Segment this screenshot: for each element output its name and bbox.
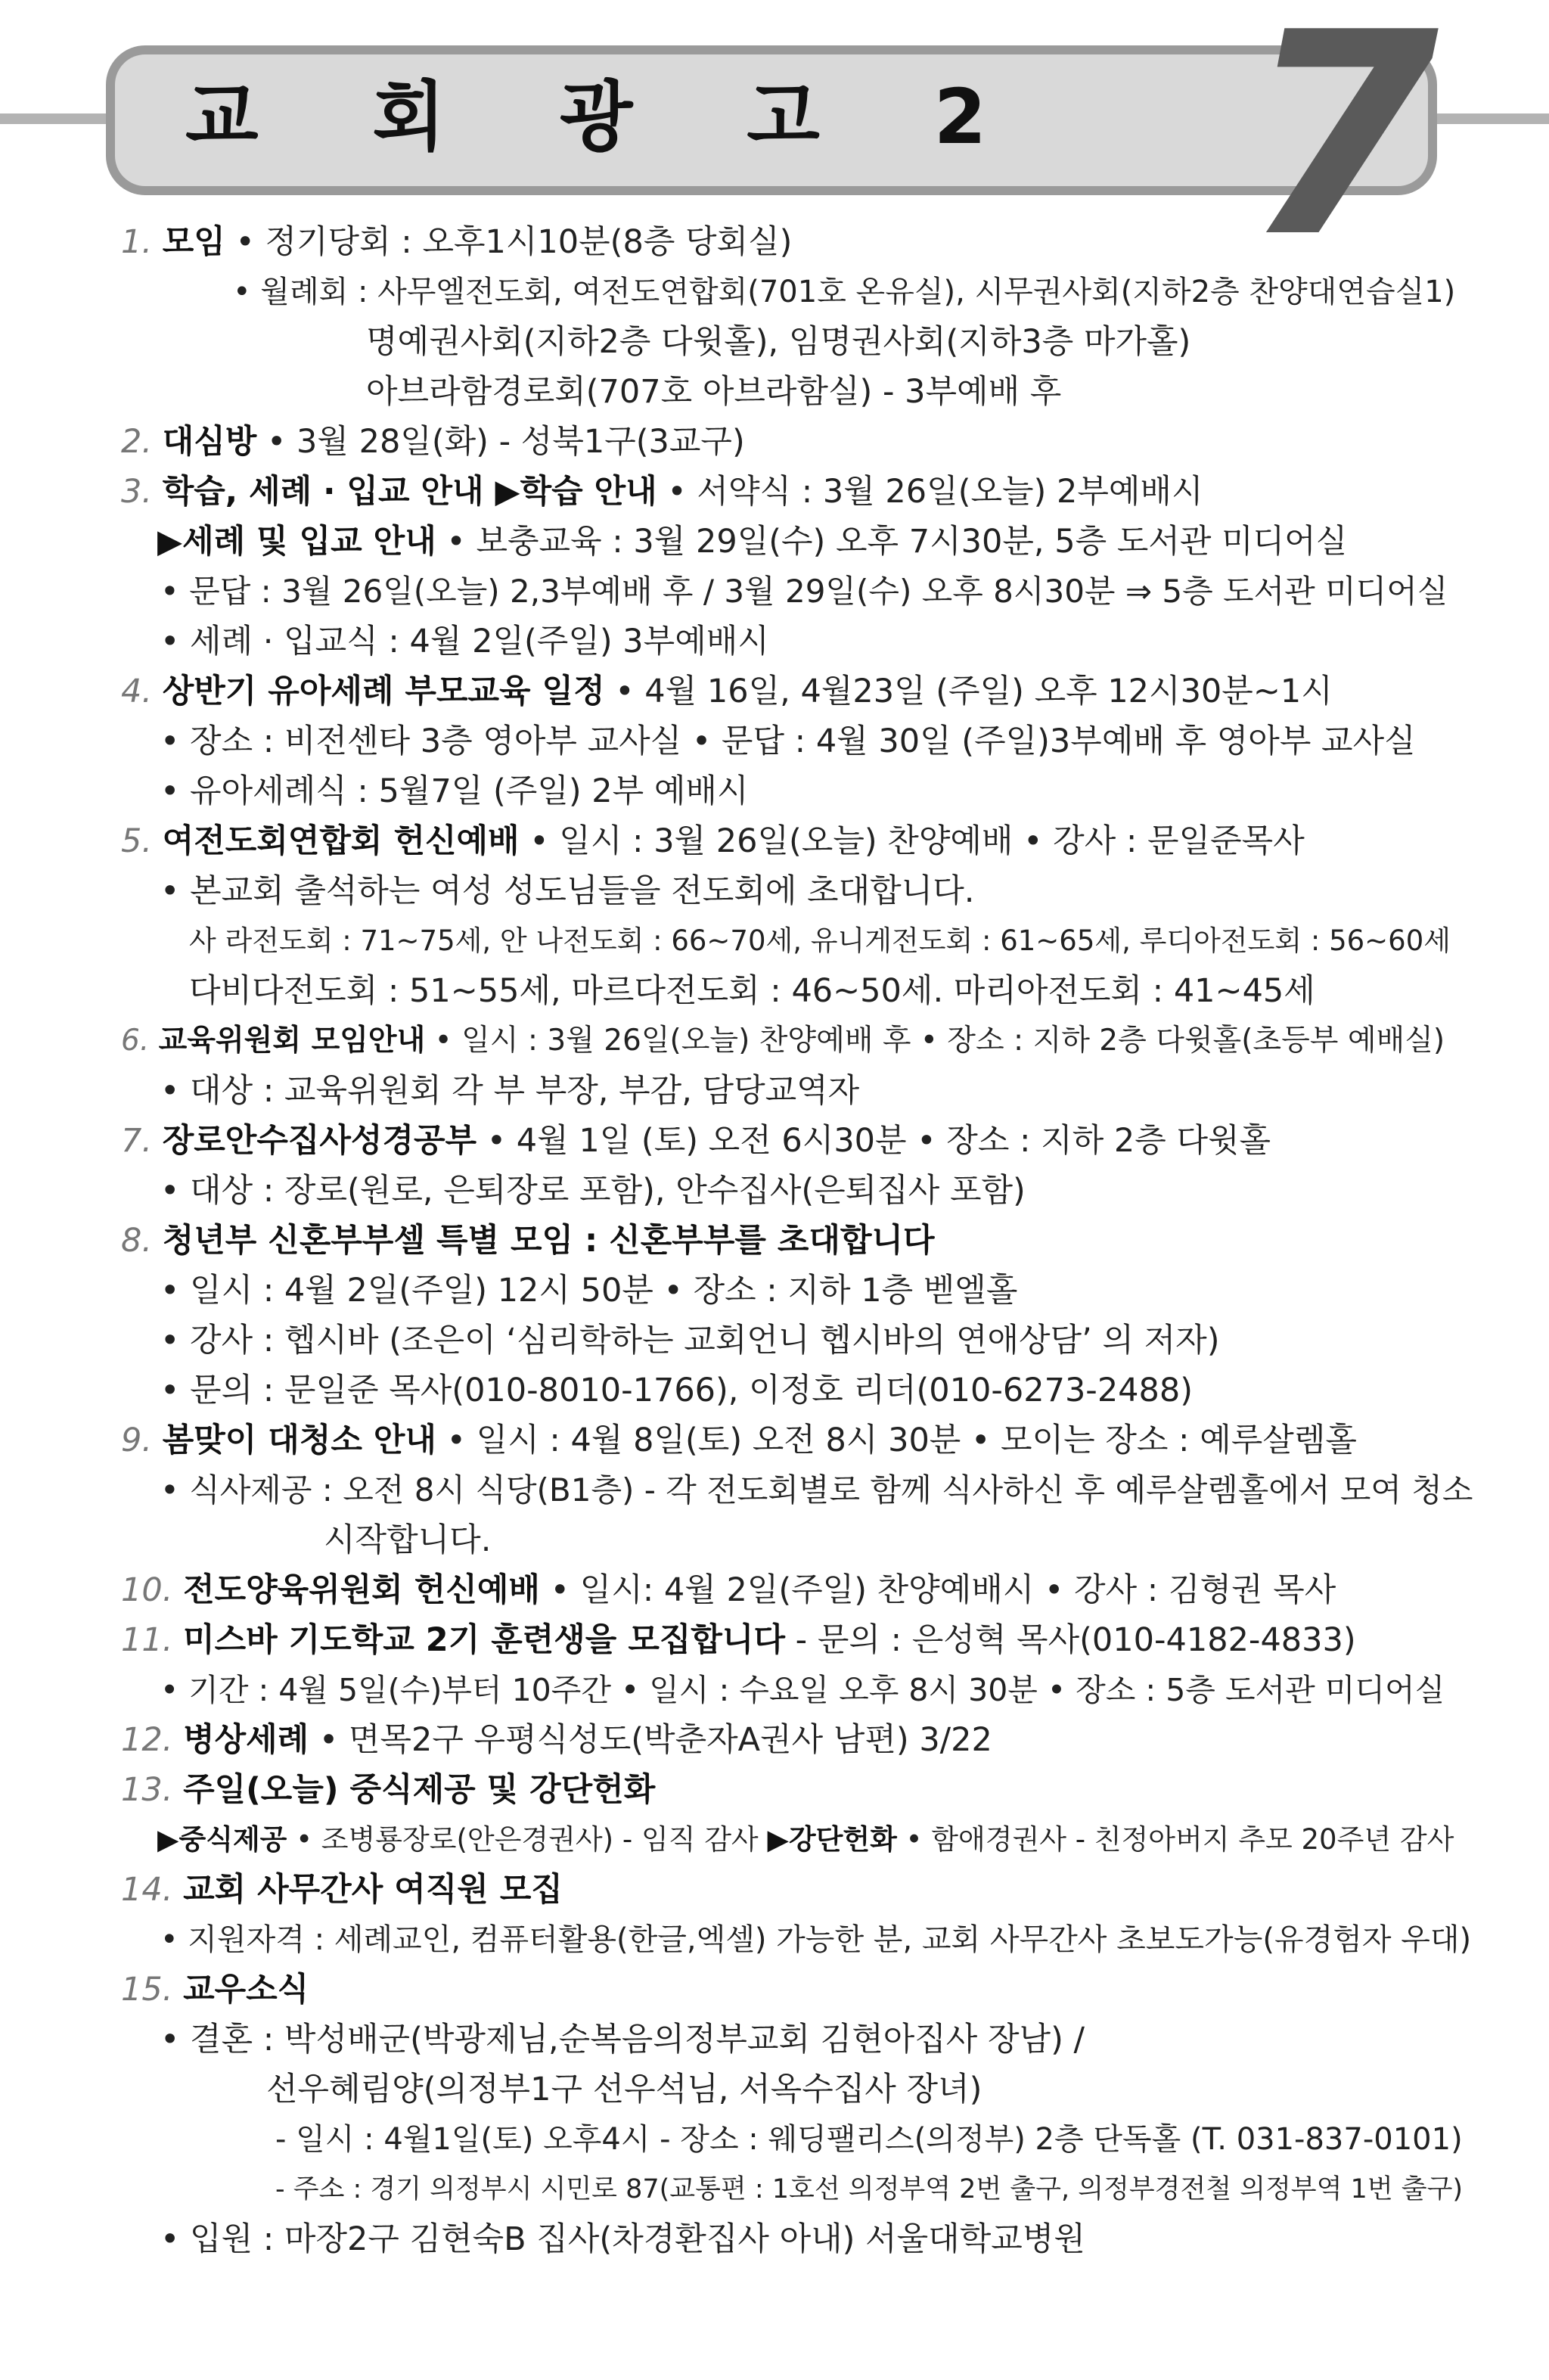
item-heading: 학습, 세례 · 입교 안내 [162,473,484,511]
announcement-line [160,569,1448,614]
item-heading: 주일(오늘) 중식제공 및 강단헌화 [183,1771,656,1809]
announcement-line [160,1168,1026,1213]
announcement-line [189,968,1315,1014]
announcement-line [275,2117,1463,2162]
announcement-line [121,1568,1336,1613]
item-text: • 3월 28일(화) - 성북1구(3교구) [256,423,745,461]
announcement-line [121,1867,563,1912]
item-text: • 본교회 출석하는 여성 성도님들을 전도회에 초대합니다. [160,872,975,910]
item-text: • 입원 : 마장2구 김현숙B 집사(차경환집사 아내) 서울대학교병원 [160,2220,1085,2258]
announcement-line [121,1018,1445,1064]
announcement-line [121,1717,992,1763]
item-text: - 문의 : 은성혁 목사(010-4182-4833) [785,1621,1356,1659]
announcement-line [160,868,974,914]
item-heading: 청년부 신혼부부셀 특별 모임 : 신혼부부를 초대합니다 [162,1222,935,1260]
announcement-line [121,219,792,265]
item-text: • 기간 : 4월 5일(수)부터 10주간 • 일시 : 수요일 오후 8시 30분 • 장소 : 5층 도서관 미디어실 [160,1672,1445,1708]
item-number: 2. [121,423,153,461]
announcement-line [266,2067,982,2112]
item-heading: 모임 [162,223,225,261]
item-number: 6. [121,1024,150,1058]
item-text: • 4월 16일, 4월23일 (주일) 오후 12시30분~1시 [604,673,1333,710]
item-text: • 조병룡장로(안은경권사) - 임직 감사 [287,1823,768,1856]
item-heading: 교회 사무간사 여직원 모집 [183,1871,563,1909]
item-number: 8. [121,1222,153,1260]
announcement-line [160,1917,1471,1962]
item-number: 11. [121,1621,173,1659]
item-heading: 병상세례 [183,1721,309,1759]
announcement-line [189,918,1451,964]
announcement-line [160,1468,1473,1513]
item-heading: 교육위원회 모임안내 [158,1024,426,1058]
item-subheading: ▶학습 안내 [483,473,657,511]
announcement-line [121,469,1203,514]
item-number: 13. [121,1771,173,1809]
item-number: 4. [121,673,153,710]
page-title: 교 회 광 고 2 [185,73,1031,161]
item-text: • 월례회 : 사무엘전도회, 여전도연합회(701호 온유실), 시무권사회(지하2층 찬양대연습실1) [233,275,1456,309]
item-text: • 대상 : 장로(원로, 은퇴장로 포함), 안수집사(은퇴집사 포함) [160,1172,1026,1210]
item-text: • 세례 · 입교식 : 4월 2일(주일) 3부예배시 [160,623,769,660]
item-text: • 지원자격 : 세례교인, 컴퓨터활용(한글,엑셀) 가능한 분, 교회 사무간사 초보도가능(유경험자 우대) [160,1922,1472,1957]
item-text: • 정기당회 : 오후1시10분(8층 당회실) [225,223,793,261]
announcement-line [160,719,1416,764]
item-text: 아브라함경로회(707호 아브라함실) - 3부예배 후 [366,373,1062,411]
announcement-line [121,1218,935,1263]
item-text: • 문의 : 문일준 목사(010-8010-1766), 이정호 리더(010-6273-2488) [160,1372,1194,1409]
announcement-line [121,1617,1356,1663]
item-heading: 상반기 유아세례 부모교육 일정 [162,673,605,710]
item-text: - 일시 : 4월1일(토) 오후4시 - 장소 : 웨딩팰리스(의정부) 2층 단독홀 (T. 031-837-0101) [275,2122,1463,2157]
item-heading: 대심방 [162,423,257,461]
announcement-line [121,1118,1271,1164]
item-text: • 일시 : 4월 2일(주일) 12시 50분 • 장소 : 지하 1층 벧엘홀 [160,1272,1018,1310]
item-text: • 대상 : 교육위원회 각 부 부장, 부감, 담당교역자 [160,1072,860,1110]
item-number: 3. [121,473,153,511]
item-text: • 4월 1일 (토) 오전 6시30분 • 장소 : 지하 2층 다윗홀 [476,1122,1271,1160]
item-heading: ▶세례 및 입교 안내 [157,523,436,561]
item-number: 12. [121,1721,173,1759]
item-text: • 강사 : 헵시바 (조은이 ‘심리학하는 교회언니 헵시바의 연애상담’ 의 저자) [160,1322,1220,1359]
item-heading: 전도양육위원회 헌신예배 [183,1571,540,1609]
announcement-line [324,1518,491,1563]
item-text: - 주소 : 경기 의정부시 시민로 87(교통편 : 1호선 의정부역 2번 출구, 의정부경전철 의정부역 1번 출구) [275,2174,1464,2204]
announcement-line [275,2167,1463,2212]
announcement-line [160,1068,859,1114]
announcement-line [121,1767,655,1813]
item-heading: 여전도회연합회 헌신예배 [162,822,520,860]
announcement-line [160,2017,1085,2062]
item-text: • 장소 : 비전센타 3층 영아부 교사실 • 문답 : 4월 30일 (주일)3부예배 후 영아부 교사실 [160,722,1416,760]
announcement-line [121,669,1333,714]
item-number: 5. [121,822,153,860]
item-number: 14. [121,1871,173,1909]
item-text: 시작합니다. [324,1521,492,1559]
item-heading: 미스바 기도학교 2기 훈련생을 모집합니다 [183,1621,786,1659]
announcement-line [160,619,769,664]
item-number: 9. [121,1421,153,1459]
item-heading: ▶중식제공 [157,1823,287,1856]
item-text: • 일시 : 4월 8일(토) 오전 8시 30분 • 모이는 장소 : 예루살렘홀 [436,1421,1357,1459]
item-text: • 문답 : 3월 26일(오늘) 2,3부예배 후 / 3월 29일(수) 오후 8시30분 ⇒ 5층 도서관 미디어실 [160,573,1448,610]
announcement-line [157,519,1347,564]
item-number: 1. [121,223,153,261]
item-heading: 봄맞이 대청소 안내 [162,1421,436,1459]
announcement-line [160,1318,1220,1363]
item-text: • 결혼 : 박성배군(박광제님,순복음의정부교회 김현아집사 장남) / [160,2021,1085,2058]
page-number: 7 [1244,0,1439,299]
item-number: 15. [121,1971,173,2009]
item-text: • 일시 : 3월 26일(오늘) 찬양예배 후 • 장소 : 지하 2층 다윗홀(초등부 예배실) [425,1024,1445,1058]
announcement-line [366,319,1190,365]
announcement-line [121,419,745,465]
item-text: • 보충교육 : 3월 29일(수) 오후 7시30분, 5층 도서관 미디어실 [436,523,1348,561]
item-text: 다비다전도회 : 51~55세, 마르다전도회 : 46~50세. 마리아전도회 : 41~45세 [189,972,1315,1010]
announcement-line [121,1418,1357,1463]
announcement-line [121,1967,309,2012]
item-text: • 일시: 4월 2일(주일) 찬양예배시 • 강사 : 김형권 목사 [539,1571,1336,1609]
announcement-line [160,1368,1193,1413]
item-heading: 장로안수집사성경공부 [162,1122,477,1160]
item-text: • 서약식 : 3월 26일(오늘) 2부예배시 [657,473,1203,511]
item-number: 10. [121,1571,173,1609]
item-text: 선우혜림양(의정부1구 선우석님, 서옥수집사 장녀) [266,2071,982,2108]
announcement-line [366,369,1061,415]
announcement-line [121,819,1305,864]
announcement-line [160,769,748,814]
item-text: 사 라전도회 : 71~75세, 안 나전도회 : 66~70세, 유니게전도회 : 61~65세, 루디아전도회 : 56~60세 [189,924,1451,957]
announcement-line [160,1268,1017,1313]
item-subheading: ▶강단헌화 [767,1823,897,1856]
announcement-line [160,2217,1085,2262]
announcement-line [160,1667,1445,1713]
announcement-line [233,269,1455,315]
item-text: • 함애경권사 - 친정아버지 추모 20주년 감사 [896,1823,1454,1856]
item-heading: 교우소식 [183,1971,309,2009]
item-text: • 식사제공 : 오전 8시 식당(B1층) - 각 전도회별로 함께 식사하신 후 예루살렘홀에서 모여 청소 [160,1471,1473,1508]
item-text: • 일시 : 3월 26일(오늘) 찬양예배 • 강사 : 문일준목사 [519,822,1305,860]
item-text: 명예권사회(지하2층 다윗홀), 임명권사회(지하3층 마가홀) [366,323,1191,361]
item-number: 7. [121,1122,153,1160]
item-text: • 유아세례식 : 5월7일 (주일) 2부 예배시 [160,772,749,810]
item-text: • 면목2구 우평식성도(박춘자A권사 남편) 3/22 [309,1721,992,1759]
announcement-line [157,1817,1454,1863]
